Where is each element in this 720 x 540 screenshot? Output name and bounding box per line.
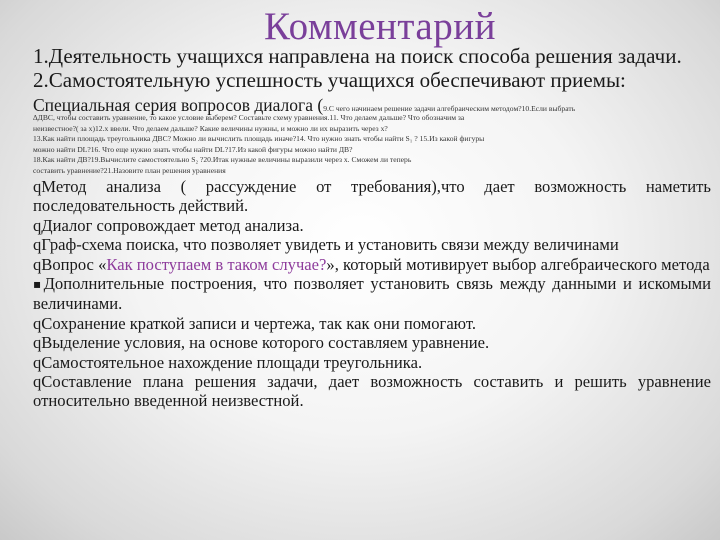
bullet-text: Метод анализа ( рассуждение от требования),что дает возможность наметить последовательность действий. <box>33 177 711 216</box>
bullet-text-post: », который мотивирует выбор алгебраического метода <box>326 254 710 274</box>
point-1: 1.Деятельность учащихся направлена на поиск способа решения задачи. <box>33 44 682 68</box>
bullet-item <box>33 372 711 411</box>
bullet-list <box>33 177 711 411</box>
dialog-series-tiny-5: 18.Как найти ДВ?19.Вычислите самостоятельно S₂ ?20.Итак нужные величины выразили через х. Сможем ли теперь <box>33 155 412 164</box>
bullet-text: Дополнительные построения, что позволяет установить связь между данными и искомыми величинами. <box>33 274 711 314</box>
bullet-text: Сохранение краткой записи и чертежа, так как они помогают. <box>41 313 477 333</box>
dialog-series-tiny-0: 9.С чего начинаем решение задачи алгебраическим методом?10.Если выбрать <box>323 104 576 113</box>
bullet-text: Составление плана решения задачи, дает возможность составить и решить уравнение относительно введенной неизвестной. <box>33 372 711 411</box>
dialog-series-tiny-2: неизвестное?( за х)12.х ввели. Что делаем дальше? Какие величины нужны, и можно ли их выразить через х? <box>33 123 388 133</box>
bullet-mark: q <box>33 372 42 392</box>
bullet-mark: q <box>33 333 42 353</box>
bullet-item <box>33 274 711 314</box>
bullet-text-pre: Вопрос « <box>41 254 107 274</box>
slide-title: Комментарий <box>264 5 496 48</box>
bullet-text: Диалог сопровождает метод анализа. <box>41 215 304 235</box>
bullet-mark: q <box>33 215 42 235</box>
bullet-text: Граф-схема поиска, что позволяет увидеть и установить связи между величинами <box>41 235 619 255</box>
dialog-series-lead: Специальная серия вопросов диалога ( <box>33 95 324 115</box>
bullet-mark: q <box>33 254 42 274</box>
bullet-mark: q <box>33 313 42 333</box>
content-area <box>33 44 711 411</box>
bullet-mark: q <box>33 177 42 196</box>
bullet-item <box>33 314 711 333</box>
bullet-item <box>33 235 711 254</box>
bullet-item <box>33 353 711 372</box>
point-2: 2.Самостоятельную успешность учащихся обеспечивают приемы: <box>33 68 626 92</box>
dialog-series-details <box>33 113 711 176</box>
dialog-series-tiny-1: ∆ДВС, чтобы составить уравнение, то какое условие выберем? Составьте схему уравнения.11. Что делаем дальше? Что обозначим за <box>33 113 465 122</box>
bullet-mark: q <box>33 352 42 372</box>
bullet-text: Самостоятельное нахождение площади треугольника. <box>41 352 423 372</box>
dialog-series-tiny-6: составить уравнение?21.Назовите план решения уравнения <box>33 165 226 175</box>
bullet-mark: q <box>33 235 42 255</box>
bullet-quote: Как поступаем в таком случае? <box>106 254 327 274</box>
bullet-item <box>33 255 711 274</box>
dialog-series-tiny-4: можно найти DL?16. Что еще нужно знать чтобы найти DL?17.Из какой фигуры можно найти ДВ? <box>33 144 353 154</box>
bullet-item <box>33 177 711 216</box>
bullet-item <box>33 333 711 352</box>
bullet-item <box>33 216 711 235</box>
square-bullet-icon: ▪ <box>33 277 44 292</box>
dialog-series-tiny-3: 13.Как найти площадь треугольника ДВС? Можно ли вычислить площадь иначе?14. Что нужно знать чтобы найти S₁ ? 15.Из какой фигуры <box>33 134 485 143</box>
bullet-text: Выделение условия, на основе которого составляем уравнение. <box>41 333 490 353</box>
